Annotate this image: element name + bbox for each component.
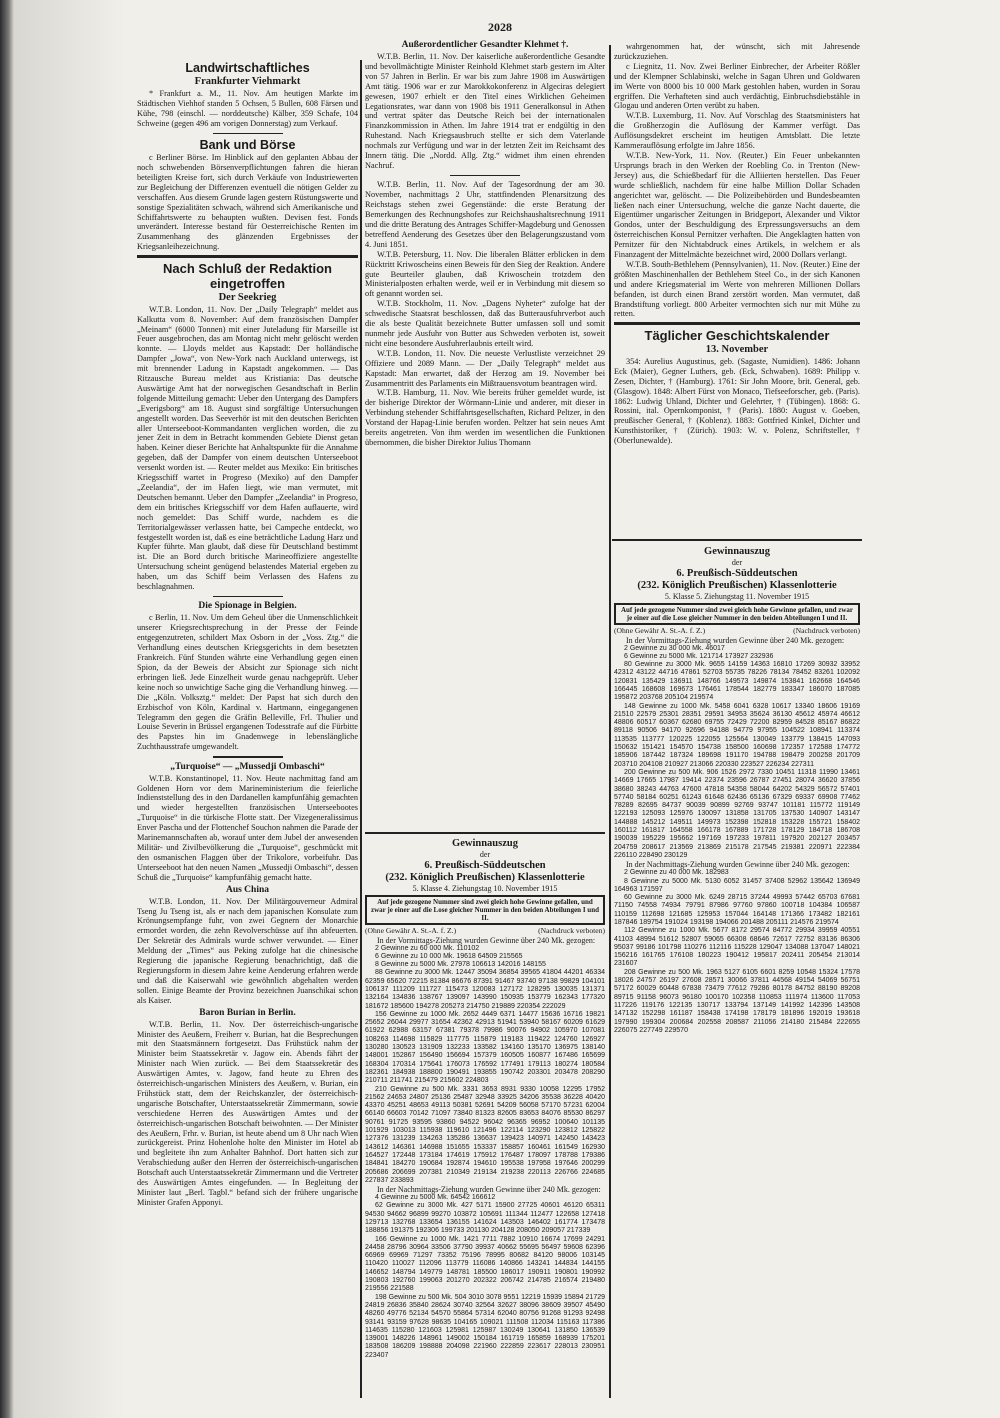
column-divider — [360, 60, 362, 1398]
article-heading: Baron Burian in Berlin. — [199, 1007, 296, 1018]
divider — [137, 255, 358, 258]
article-heading: „Turquoise“ — „Mussedji Ombaschi“ — [170, 761, 325, 772]
lottery-results-nov-10 — [365, 838, 605, 1360]
divider — [213, 133, 283, 135]
prize-list: 60 Gewinne zu 3000 Mk. 6249 28715 37244 49993 57442 65703 67681 71150 74558 74934 79791 87986 97760 97860 100718 104384 106587 110159 112698 121685 125953 157044 164148 171366 173482 182161 187846 189754 191024 193198 194066 201488 205111 214576 219574 — [614, 894, 860, 926]
lottery-title: 6. Preußisch-Süddeutschen — [676, 567, 798, 579]
article-paragraph: W.T.B. Luxemburg, 11. Nov. Auf Vorschlag des Staatsministers hat die Großherzogin die Auflösung der Kammer verfügt. Das Auflösungsdekret erscheint im heutigen Amtsblatt. Die letzte Kammerauflösung erfolgte im Jahre 1856. — [614, 111, 860, 151]
prize-list: 156 Gewinne zu 1000 Mk. 2652 4449 6371 14477 15636 16716 19821 25652 26044 29977 31654 42362 42913 51941 53940 58167 60209 61629 61922 62988 63157 67381 79378 79986 90076 94902 105970 107081 108263 114698 115829 117775 115879 119183 119422 124760 126927 130280 130523 131909 132233 133582 134160 135170 136975 138140 148001 152867 156490 156694 157379 160505 160877 167486 165699 168304 170314 175641 176073 176592 177491 179113 180274 180584 182361 184938 188800 190491 193855 190742 203301 203478 208290 210711 211741 215479 215602 224803 — [365, 1010, 605, 1085]
lottery-results-nov-11 — [614, 546, 860, 1035]
page-binding-edge — [0, 0, 14, 1418]
lottery-subtitle: der — [731, 558, 743, 567]
page-margin-shadow — [14, 0, 124, 1418]
lottery-notice-box: Auf jede gezogene Nummer sind zwei gleich hohe Gewinne gefallen, und zwar je einer auf die Lose gleicher Nummer in den beiden Abteilungen I und II. — [365, 895, 605, 925]
lottery-meta — [614, 626, 860, 636]
section-heading: Täglicher Geschichtskalender — [644, 327, 830, 343]
lottery-meta-left: (Ohne Gewähr A. St.-A. f. Z.) — [614, 626, 706, 635]
divider — [213, 596, 283, 598]
subheading: Frankfurter Viehmarkt — [194, 76, 301, 87]
divider — [614, 322, 860, 325]
lottery-title: 6. Preußisch-Süddeutschen — [424, 859, 546, 871]
article-paragraph: wahrgenommen hat, der wünscht, sich mit Jahresende zurückzuziehen. — [614, 42, 860, 61]
column-left-news — [137, 60, 358, 1208]
lottery-subtitle: der — [479, 850, 491, 859]
prize-list: 80 Gewinne zu 3000 Mk. 9655 14159 14363 16810 17269 30932 33952 42312 43122 44716 47861 52703 55735 78226 78134 78452 83261 102092 120831 135429 136911 148766 149573 149874 153841 162668 164546 166445 168608 169673 176461 178544 182779 183347 186070 187085 195872 203768 205104 219574 — [614, 661, 860, 702]
lottery-subtitle: 5. Klasse 5. Ziehungstag 11. November 1915 — [664, 591, 810, 601]
section-heading: Nach Schluß der Redaktion eingetroffen — [162, 260, 333, 291]
article-paragraph: W.T.B. South-Bethlehem (Pennsylvanien), 11. Nov. (Reuter.) Eine der größten Maschinenhallen der Bethlehem Steel Co., in der sich Kanonen und andere Kriegsmaterial im Werte von mehreren Millionen Dollars befanden, ist durch einen Brand zerstört worden. Man vermutet, daß Brandstiftung vorliegt. 800 Arbeiter vermochten sich nur mit Mühe zu retten. — [614, 259, 860, 319]
divider — [450, 175, 520, 177]
prize-list: 2 Gewinne zu 30 000 Mk. 46017 — [624, 644, 725, 652]
prize-list: 200 Gewinne zu 500 Mk. 906 1526 2972 7330 10451 11318 11990 13461 14669 17665 17987 19414 22374 23596 26787 27451 28074 36620 37856 38680 38243 44763 47600 47818 54358 58044 64202 54329 56572 57401 57740 58184 60251 61243 61648 62436 65136 67329 69337 69908 77462 78289 82695 84737 90039 90899 92769 93747 101181 115772 119149 122193 125093 125976 130097 131858 131705 137530 140907 143147 144888 145212 149511 149973 152398 152818 153228 155721 158402 160112 161817 164558 166178 167889 171728 178129 184718 186708 190039 195229 195662 197169 197233 197811 197920 202127 203457 204759 208617 213569 213869 215178 217545 219381 220971 222384 226110 228490 230129 — [614, 768, 860, 859]
article-paragraph: W.T.B. Berlin, 11. Nov. Der österreichisch-ungarische Minister des Aeußern, Freiherr v. Burian, hat die Besprechungen mit den Staatsmännern fortgesetzt. Das Frühstück nahm der Minister beim Staatssekretär v. Jagow ein. Abends fährt der Minister nach Wien zurück. — Bei dem Staatssekretär des Auswärtigen Amtes, v. Jagow, fand heute zu Ehren des österreichisch-ungarischen Ministers des Aeußern, v. Burian, ein Frühstück statt, dem der Reichskanzler, der österreichisch-ungarische Botschafter, Unterstaatssekretär Zimmermann, sowie verschiedene Herren des Auswärtigen Amtes und der österreichisch-ungarischen Botschaft beiwohnten. — Der Minister des Aeußern, Frhr. v. Burian, ist heute abend um 8 Uhr nach Wien zurückgereist. Prinz Hohenlohe holte den Minister im Hotel ab und begleitete ihn zum Anhalter Bahnhof. Dort hatten sich zur Verabschiedung außer den Herren der österreichisch-ungarischen Botschaft auch Unterstaatssekretär Zimmermann und die Vertreter des Auswärtigen Amtes eingefunden. — In Begleitung der Minister laut „Berl. Tagbl.“ befand sich der frühere ungarische Minister Grafen Apponyi. — [137, 1019, 358, 1207]
article-paragraph: In der Vormittags-Ziehung wurden Gewinne über 240 Mk. gezogen: — [626, 635, 845, 645]
article-heading: Außerordentlicher Gesandter Klehmet †. — [401, 40, 569, 50]
prize-list: 210 Gewinne zu 500 Mk. 3331 3653 8931 9330 10058 12295 17952 21562 24653 24807 25136 25487 32948 33925 34206 35538 36228 40420 43370 45251 48653 49113 50381 52691 54209 56058 57170 57231 62004 66140 66603 70142 71097 73840 81323 82605 83653 84076 85530 86297 90761 91725 93595 93860 94522 96042 96365 96952 100640 101135 101929 103013 115938 119610 121496 122114 123290 123812 125822 127376 131239 134263 135286 136637 139423 140971 142450 143423 143612 146361 146988 151655 153337 158857 160461 161549 162930 164527 172448 173184 174619 175912 176487 178097 178788 179386 184841 184270 190684 192874 194610 195538 197958 197646 200299 205686 206699 207381 210349 219134 219238 220113 226766 224685 227837 233893 — [365, 1085, 605, 1184]
lottery-title: Gewinnauszug — [452, 838, 518, 849]
lottery-meta — [365, 926, 605, 936]
article-paragraph: 354: Aurelius Augustinus, geb. (Sagaste, Numidien). 1486: Johann Eck (Maier), Gegner Luthers, geb. (Eck, Schwaben). 1689: Philipp v. Zesen, Dichter, † (Hamburg). 1761: Sir John Moore, brit. General, geb. (Glasgow). 1848: Albert Fürst von Monaco, Tiefseeforscher, geb. (Paris). 1862: Ludwig Uhland, Dichter und Gelehrter, † (Tübingen). 1868: G. Rossini, ital. Opernkomponist, † (Paris). 1880: August v. Goeben, preußischer General, † (Koblenz). 1883: Gottfried Kinkel, Dichter und Kunsthistoriker, † (Zürich). 1903: W. v. Polenz, Schriftsteller, † (Oberlunewalde). — [614, 356, 860, 446]
section-divider — [365, 832, 605, 834]
article-paragraph: W.T.B. Hamburg, 11. Nov. Wie bereits früher gemeldet wurde, ist der bisherige Direktor der Wörmann-Linie und anderer, mit dieser in Verbindung stehender Schiffahrtsgesellschaften, Richard Peltzer, in den Vorstand der Hapag-Linie berufen worden. Peltzer hat sein neues Amt bereits angetreten. Von ihm werden im wesentlichen die Funktionen übernommen, die bisher Direktor Julius Thomann — [365, 388, 605, 447]
prize-list: 112 Gewinne zu 1000 Mk. 5677 8172 29574 84772 29934 39959 40551 41103 48994 51612 52807 59065 66308 68646 72617 72752 83136 86306 95037 99186 101798 110276 112116 115228 129047 134088 137047 148021 156216 161765 176108 180223 190412 195817 202411 205454 213014 231607 — [614, 927, 860, 968]
prize-list: 4 Gewinne zu 5000 Mk. 64542 166612 — [375, 1194, 496, 1202]
section-divider — [612, 539, 862, 541]
article-paragraph: W.T.B. London, 11. Nov. Die neueste Verlustliste verzeichnet 29 Offiziere und 2089 Mann. — Der „Daily Telegraph“ meldet aus Kapstadt: Man erwartet, daß der Herzog am 19. November bei Zusammentritt des Parlaments ein Mißtrauensvotum beantragen wird. — [365, 348, 605, 388]
subheading: 13. November — [705, 343, 769, 355]
section-heading: Bank und Börse — [199, 138, 296, 153]
prize-list: 166 Gewinne zu 1000 Mk. 1421 7711 7882 10910 16674 17699 24291 24458 28796 30964 33506 37790 39937 40662 55695 56497 59608 62396 66969 69969 71297 73352 75196 78995 80682 84120 98006 103145 110420 110027 112096 113779 116086 140866 143241 144834 144155 146652 148794 149779 148781 185500 186017 190911 190801 190992 190803 192760 199063 201270 202322 206742 214785 216574 219480 219556 221588 — [365, 1235, 605, 1293]
prize-list: 8 Gewinne zu 5000 Mk. 5130 6052 31457 37408 52962 135642 136949 164963 171597 — [614, 877, 860, 893]
prize-list: 208 Gewinne zu 500 Mk. 1963 5127 6105 6601 8259 10548 15324 17578 18026 24757 26197 27608 28571 30066 37811 44568 49154 54069 56751 57172 60029 60448 67838 73479 77612 79286 80178 84752 88190 89208 89715 91158 96073 96180 100170 102358 110853 111974 113600 117053 117226 119176 122135 130717 133794 137149 141992 142396 143508 147132 152298 161187 158438 174198 178179 181896 192019 193618 197990 199304 200684 202558 208587 211056 214180 215484 222655 226075 227749 229570 — [614, 968, 860, 1034]
prize-list: 2 Gewinne zu 60 000 Mk. 110102 — [375, 944, 480, 952]
article-paragraph: W.T.B. Berlin, 11. Nov. Der kaiserliche außerordentliche Gesandte und bevollmächtigte Minister Reinhold Klehmet starb gestern im Alter von 57 Jahren in Berlin. Er war bis zum Jahre 1908 im Auswärtigen Amt tätig. 1906 war er zur Marokkokonferenz in Algeciras delegiert gewesen, 1907 erhielt er den Titel eines Wirklichen Geheimen Legationsrates, war dann von 1908 bis 1911 Generalkonsul in Athen und vertrat später das Deutsche Reich bei der internationalen Finanzkommission in Athen. Im Jahre 1914 trat er endgültig in den Ruhestand. Nach Kriegsausbruch stellte er sich dem Vaterlande nochmals zur Verfügung und war in der letzten Zeit im Reichsamt des Innern tätig. Die „Nordd. Allg. Ztg.“ widmet ihm einen ehrenden Nachruf. — [365, 52, 605, 170]
prize-list: 88 Gewinne zu 3000 Mk. 12447 35094 36854 39565 41804 44201 46334 62359 65620 72215 81384 86676 87391 91467 93740 97138 99829 104101 106137 111209 111727 115473 120083 127172 128295 130035 131371 132164 134836 138767 139097 143990 150935 153779 162343 177320 181672 185600 194278 205273 214750 219889 220354 222029 — [365, 969, 605, 1010]
lottery-title: (232. Königlich Preußischen) Klassenlotterie — [385, 871, 585, 883]
prize-list: 6 Gewinne zu 5000 Mk. 121714 173927 232936 — [624, 652, 774, 660]
column-right-news-and-calendar — [614, 42, 860, 446]
article-paragraph: W.T.B. Stockholm, 11. Nov. „Dagens Nyheter“ zufolge hat der schwedische Staatsrat beschlossen, daß das Butterausfuhrverbot auch die als beste Qualität bezeichnete Butter umfassen soll und somit nunmehr jede Ausfuhr von Butter aus Schweden verboten ist, soweit nicht eine besondere Ausfuhrerlaubnis erteilt wird. — [365, 299, 605, 348]
article-paragraph: In der Vormittags-Ziehung wurden Gewinne über 240 Mk. gezogen: — [377, 935, 596, 945]
article-paragraph: c Berlin, 11. Nov. Um dem Geheul über die Unmenschlichkeit unserer Kriegsrechtsprechung in der Presse der Feinde entgegenzutreten, schildert Max Osborn in der „Voss. Ztg.“ die Verhandlung eines deutschen Kriegsgerichts in dem besetzten Frankreich. Fünf Stunden währte eine Verhandlung gegen einen Spion, da der Beweis der Absicht zur Spionage sich nicht erbringen ließ. Jede Einzelheit wurde genau nachgeprüft. Ueber keine noch so unwichtige Sache ging die Verhandlung hinweg. — Die „Köln. Volksztg.“ meldet: Der Papst hat sich durch den Erzbischof von Köln, Kardinal v. Hartmann, eingegangenen Telegramm den gegen die Gräfin Belleville, Frl. Thulier und Louise Severin in Brüssel ergangenen Todesstrafe auf die Fürbitte des Papstes hin im Gnadenwege in lebenslängliche Zuchthausstrafe umgewandelt. — [137, 613, 358, 752]
prize-list: 2 Gewinne zu 40 000 Mk. 182983 — [624, 869, 729, 877]
section-heading: Landwirtschaftliches — [185, 61, 310, 75]
article-paragraph: W.T.B. London, 11. Nov. Der Militärgouverneur Admiral Tseng Ju Tseng ist, als er nach dem japanischen Konsulate zum Krönungsempfange fuhr, von zwei Gegnern der Monarchie ermordet worden, die zehn Revolverschüsse auf ihn abfeuerten. Der Sekretär des Admirals wurde schwer verwundet. — Einer Meldung der „Times“ aus Peking zufolge hat die chinesische Regierung die japanische Regierung benachrichtigt, daß die Regierungsform in diesem Jahre keine Aenderung erfahren werde und daß die Kaiserwahl wie gewöhnlich abgehalten werden sollen. Einige Beamte der Provinz bezeichnen Juanschikai schon als Kaiser. — [137, 896, 358, 1005]
article-paragraph: W.T.B. Berlin, 11. Nov. Auf der Tagesordnung der am 30. November, nachmittags 2 Uhr, stattfindenden Plenarsitzung des Reichstags stehen zwei Gegenstände: die erste Beratung der Bemerkungen des Rechnungshofes zur Reichshaushaltsrechnung 1911 und die dritte Beratung des Antrages Schiffer-Magdeburg und Genossen betreffend Aenderung des Gesetzes über den Belagerungszustand vom 4. Juni 1851. — [365, 180, 605, 249]
article-paragraph: W.T.B. London, 11. Nov. Der „Daily Telegraph“ meldet aus Kalkutta vom 8. November: Auf dem französischen Dampfer „Meinam“ (6000 Tonnen) mit einer Juteladung für Marseille ist Feuer ausgebrochen, das am Montag nicht mehr gelöscht werden konnte. — Lloyds meldet aus Kapstadt: Der holländische Dampfer „Jowa“, von New-York nach Auckland unterwegs, ist mit brennender Ladung in Kapstadt angekommen. — Das Ritzausche Bureau meldet aus Kristiania: Das deutsche Auswärtige Amt hat der norwegischen Gesandtschaft in Berlin folgende Mitteilung gemacht: Ueber den Untergang des Dampfers „Everigsborg“ am 18. August sind sorgfältige Untersuchungen angestellt worden. Das Seeverhör ist mit den deutschen Berichten aller Unterseeboot-Kommandanten verglichen worden, die zu jener Zeit in dem in Betracht kommenden Gebiete Dienst getan haben. Keiner dieser Berichte hat Anhaltspunkte für die Annahme gegeben, daß der Dampfer von einem deutschen Unterseeboot versenkt worden ist. — Reuter meldet aus Mexiko: Ein britisches Kriegsschiff wartet in Progreso (Mexiko) auf den Dampfer „Zeelandia“, der im Hafen liegt, wie man vermutet, mit Deutschen bemannt. Ueber den Dampfer „Zeelandia“ in Progreso, dem ein britisches Kriegsschiff vor dem Hafen auflauerte, wird noch gemeldet: Das Schiff wurde, nachdem es die Territorialgewässer verlassen hatte, bei Campeche entdeckt, wo festgestellt worden ist, daß es eine beträchtliche Ladung Harz und Kupfer führte. Man glaubt, daß diese für Deutschland bestimmt ist. Die an Bord durch britische Marineoffiziere angestellte Untersuchung scheint genügend belastendes Material ergeben zu haben, um das Schiff beim Verlassen des Hafens zu beschlagnahmen. — [137, 304, 358, 592]
article-paragraph: In der Nachmittags-Ziehung wurden Gewinne über 240 Mk. gezogen: — [377, 1185, 601, 1195]
lottery-meta-right: (Nachdruck verboten) — [793, 626, 860, 635]
lottery-notice-box: Auf jede gezogene Nummer sind zwei gleich hohe Gewinne gefallen, und zwar je einer auf die Lose gleicher Nummer in den beiden Abteilungen I und II. — [614, 603, 860, 625]
prize-list: 62 Gewinne zu 3000 Mk. 427 5171 15900 27725 40601 46120 65311 94530 94662 96899 99270 103872 105691 111344 112477 122658 127418 129713 132768 133654 136155 141624 143503 146402 161774 173478 188856 191375 192306 199733 201130 204128 208050 209057 217339 — [365, 1202, 605, 1235]
article-paragraph: W.T.B. Petersburg, 11. Nov. Die liberalen Blätter erblicken in dem Rücktritt Kriwoscheins einen Beweis für den Sieg der Reaktion. Andere gute Beurteiler glauben, daß Kriwoschein trotzdem den Ministerialposten erhalten werde, weil er in Verbindung mit diesem so oft genannt worden sei. — [365, 249, 605, 299]
divider — [213, 756, 283, 758]
prize-list: 8 Gewinne zu 5000 Mk. 27978 106613 142016 148155 — [375, 961, 546, 969]
lottery-meta-right: (Nachdruck verboten) — [538, 926, 605, 935]
article-heading: Die Spionage in Belgien. — [198, 601, 297, 612]
article-paragraph: W.T.B. New-York, 11. Nov. (Reuter.) Ein Feuer unbekannten Ursprungs brach in den Werken der Roebling Co. in Trenton (New-Jersey) aus, die Schießbedarf für die Alliierten herstellen. Das Feuer wurde schließlich, nachdem für eine halbe Million Dollar Schaden angerichtet war, gelöscht. — Die Polizeibehörden und Bundesbeamten ließen nach einer Untersuchung, welche die ganze Nacht dauerte, die Eigentümer ungarischer Zeitungen in Bridgeport, Alexander und Viktor Gondos, unter der Beschuldigung des Erpressungsversuchs an dem österreichischen Konsul Pernitzer verhaften. Die Angeklagten hatten von Pernitzer für den Nichtabdruck eines Artikels, in welchem er als Finanzagent der Mittelmächte bezeichnet wird, 2000 Dollars verlangt. — [614, 150, 860, 260]
lottery-title: (232. Königlich Preußischen) Klassenlotterie — [637, 579, 837, 591]
prize-list: 148 Gewinne zu 1000 Mk. 5458 6041 6328 10617 13340 18606 19169 21510 22579 25301 28351 29591 34953 35624 36130 45612 45974 46612 48806 60517 60367 62680 69755 72429 72200 82959 84528 85167 86822 89118 90506 94170 92696 94188 94779 97955 104522 108941 113374 113535 113777 120225 122055 125564 130049 133779 138415 147093 150632 151421 154570 154738 158500 160698 172357 172588 174772 185906 187442 187324 189698 191170 194788 198479 200258 201709 203710 204108 210927 213066 220330 223527 226234 227311 — [614, 702, 860, 768]
prize-list: 198 Gewinne zu 500 Mk. 504 3010 3078 9551 12219 15939 15894 21729 24819 26836 35840 28624 30740 32564 32627 38096 38609 39507 45490 48260 49776 52134 54570 55864 57314 62040 80756 91268 91293 92498 93141 93159 97628 98635 104165 109021 111508 112034 115163 117386 114635 115280 121603 125981 125987 130249 130641 131850 136539 139001 148226 148961 149002 150184 161719 165859 168939 175201 183508 186209 198888 204098 221960 222859 223617 228013 230951 223407 — [365, 1293, 605, 1359]
article-paragraph: W.T.B. Konstantinopel, 11. Nov. Heute nachmittag fand am Goldenen Horn vor dem Marineministerium die feierliche Indienststellung des in den Dardanellen kampfunfähig gemachten und wieder hergestellten französischen Unterseebootes „Turquoise“ in die türkische Flotte statt. Der Vizegeneralissimus Enver Pascha und der Flottenchef Souchon nahmen die Parade der Marinemannschaften ab, worauf unter dem Jubel der anwesenden Militär- und Zivilbevölkerung die „Turquoise“, geschmückt mit den osmanischen Flaggen über der Trikolore, vorbeifuhr. Das Unterseeboot hat den neuen Namen „Mussedji Ombaschi“, dessen Schuß die „Turquoise“ kampfunfähig gemacht hatte. — [137, 773, 358, 882]
article-heading: Aus China — [225, 884, 270, 895]
prize-list: 6 Gewinne zu 10 000 Mk. 19618 64509 215565 — [375, 952, 523, 960]
article-paragraph: In der Nachmittags-Ziehung wurden Gewinne über 240 Mk. gezogen: — [626, 860, 850, 870]
subheading: Der Seekrieg — [218, 291, 277, 303]
lottery-subtitle: 5. Klasse 4. Ziehungstag 10. November 1915 — [412, 883, 558, 893]
column-middle-news — [365, 38, 605, 448]
article-paragraph: * Frankfurt a. M., 11. Nov. Am heutigen Markte im Städtischen Viehhof standen 5 Ochsen, 5 Bullen, 608 Färsen und Kühe, 798 (einschl. — norddeutsche) Kälber, 359 Schafe, 104 Schweine (gegen 496 am vorigen Donnerstag) zum Verkauf. — [137, 89, 358, 128]
article-paragraph: c Berliner Börse. Im Hinblick auf den geplanten Abbau der noch schwebenden Börsenverpflichtungen fahren die hieran beteiligten Kreise fort, sich durch Verkäufe von Industriewerten zur Begleichung der Differenzen eventuell die nötigen Gelder zu verschaffen. Aus diesem Grunde lagen gestern Rüstungswerte und sonstige Spezialitäten schwach, während sich Amerikanische und Schiffahrtswerte zu behaupten wußten. Devisen fest. Fonds unverändert. Interesse bestand für Oesterreichische Renten im Zusammenhang des glänzenden Ergebnisses der Kriegsanleihezeichnung. — [137, 153, 358, 252]
lottery-meta-left: (Ohne Gewähr A. St.-A. f. Z.) — [365, 926, 457, 935]
column-divider — [609, 45, 611, 1398]
article-paragraph: c Liegnitz, 11. Nov. Zwei Berliner Einbrecher, der Arbeiter Rößler und der Klempner Schlabinski, welche in Sagan Uhren und Goldwaren im Werte von 8000 bis 10 000 Mark gestohlen haben, wurden in Sorau ergriffen. Die Verhafteten sind auch verdächtig, Einbruchsdiebstähle in Glogau und anderen Orten verübt zu haben. — [614, 61, 860, 111]
lottery-title: Gewinnauszug — [704, 546, 770, 557]
page-number: 2028 — [488, 20, 512, 34]
